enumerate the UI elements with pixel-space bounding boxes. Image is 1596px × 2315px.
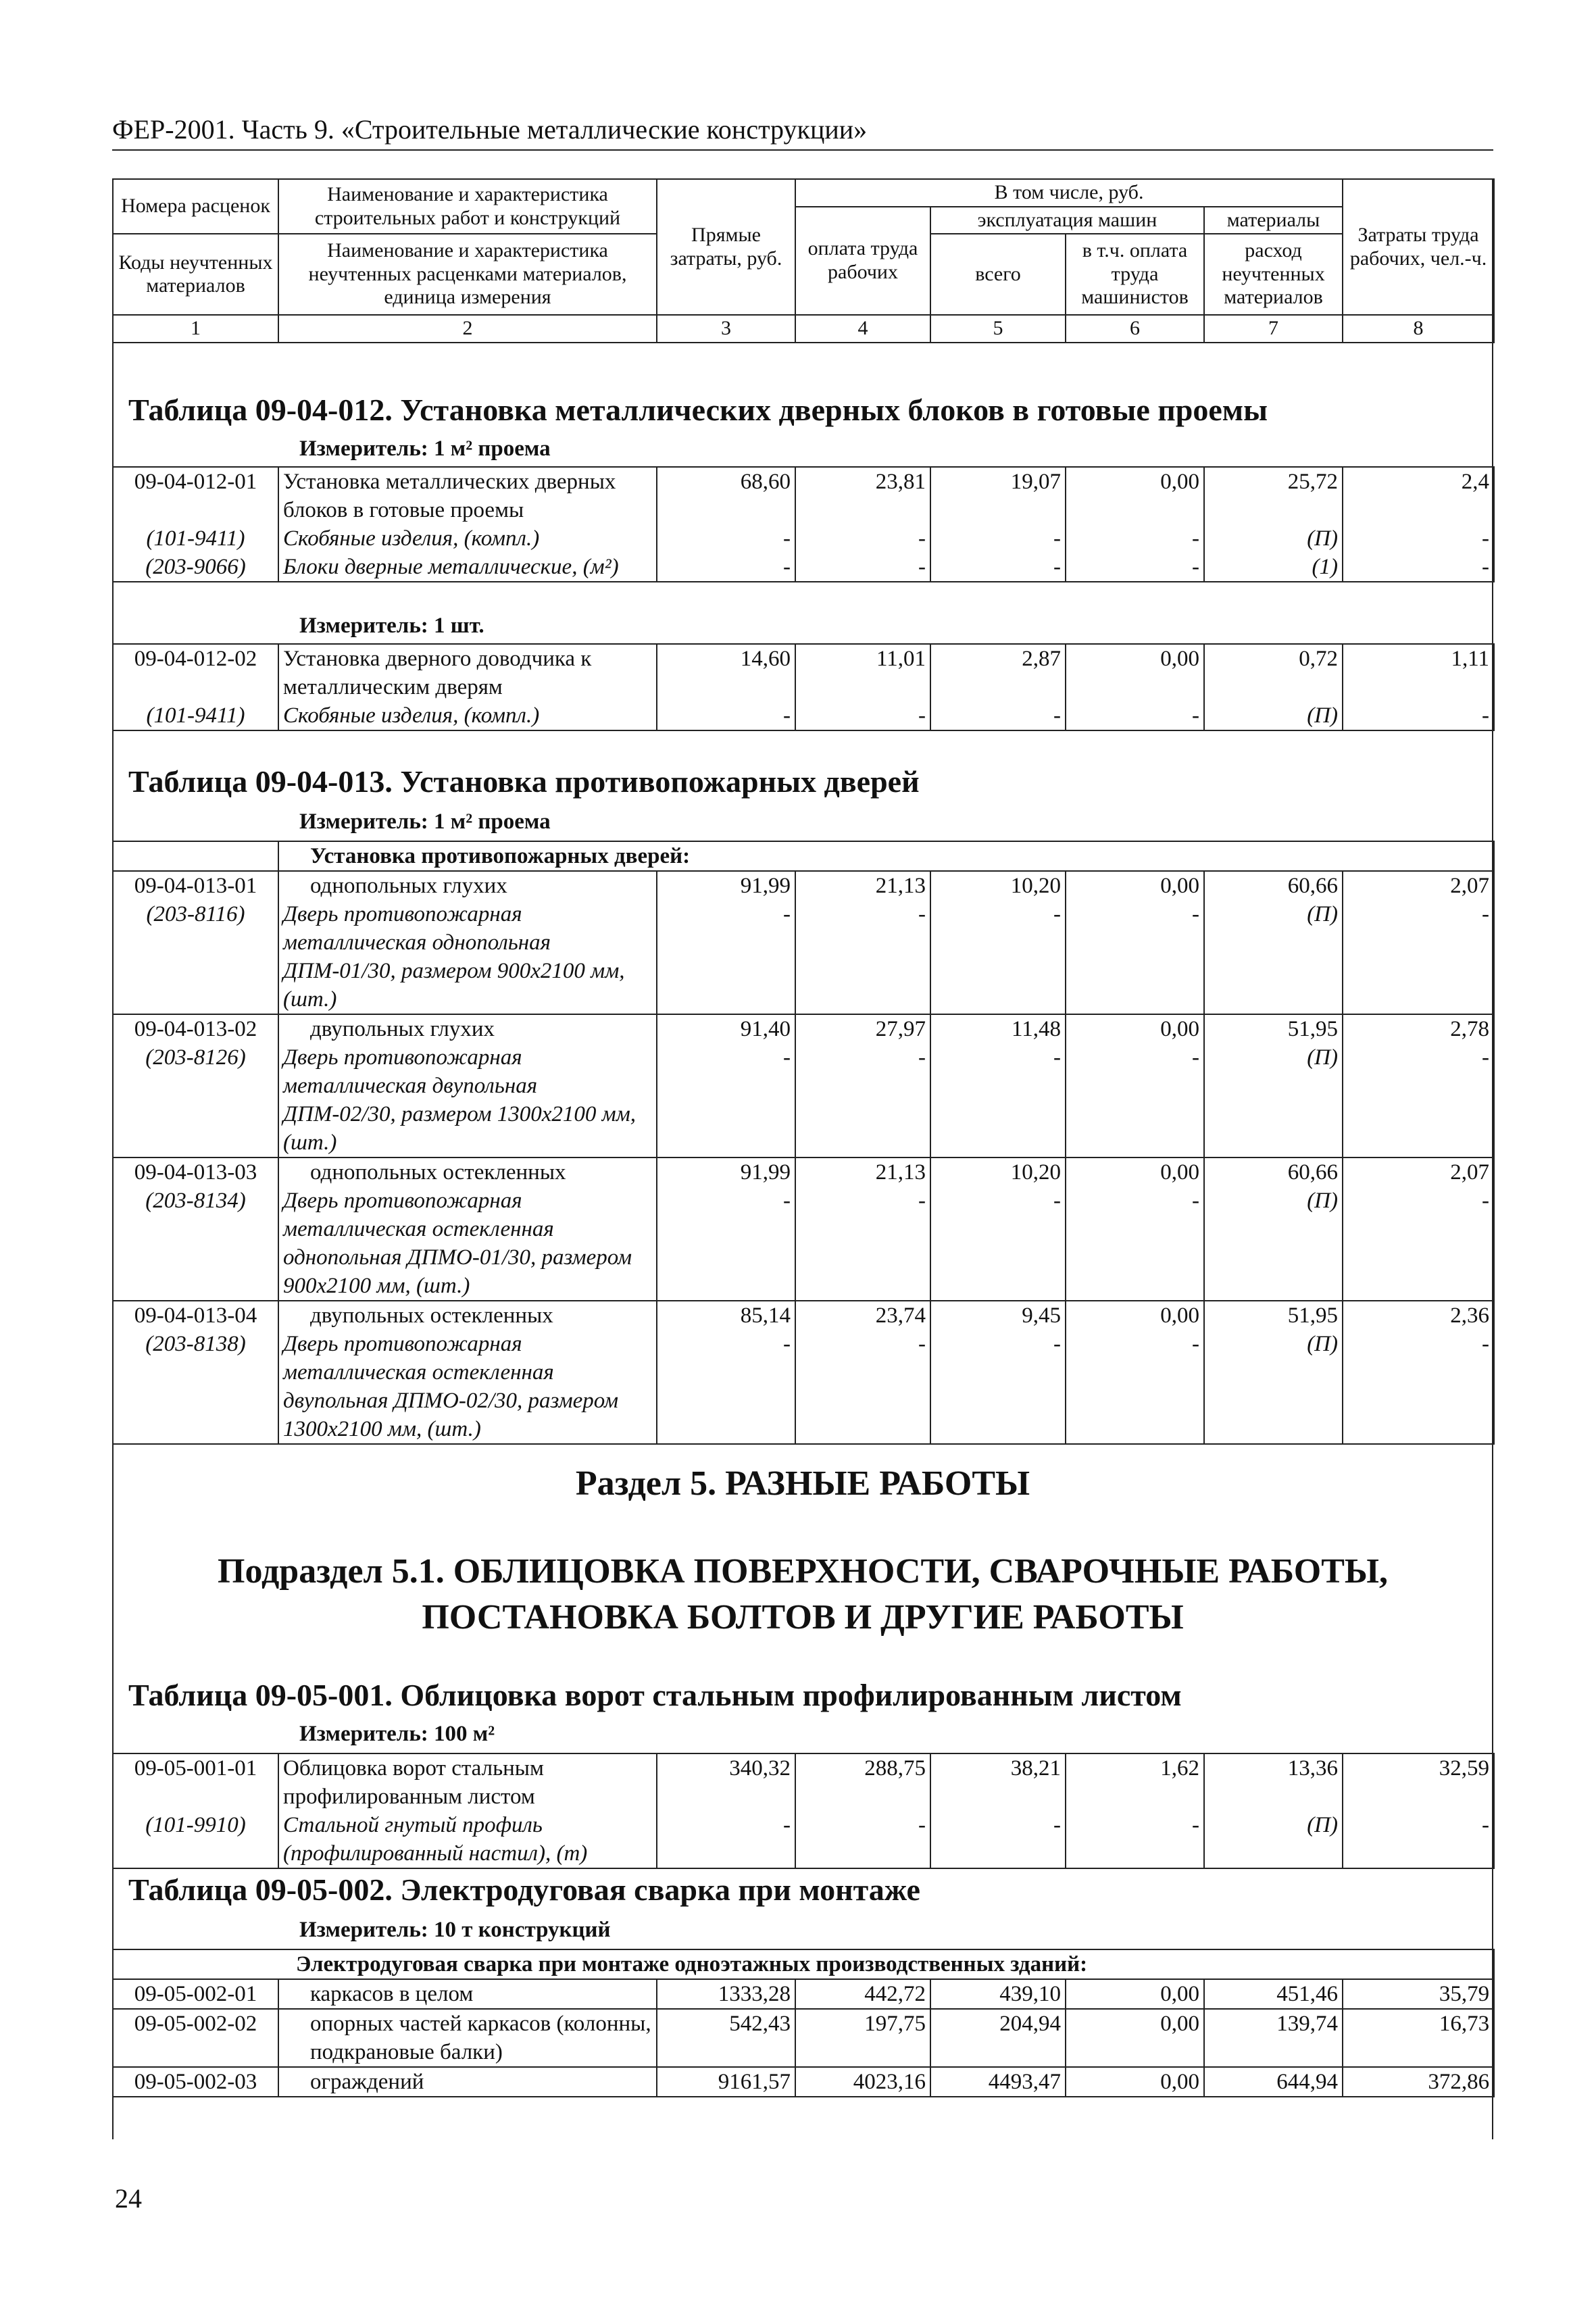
- col-num: 8: [1343, 315, 1494, 343]
- header-materials: материалы: [1204, 207, 1343, 234]
- table-title-09-04-013: Таблица 09-04-013. Установка противопожарных дверей: [128, 764, 920, 799]
- material-code: (203-8116): [113, 900, 278, 1014]
- value-cell: -: [930, 524, 1066, 553]
- col-num: 6: [1066, 315, 1204, 343]
- value-cell: 9,45: [930, 1301, 1066, 1330]
- rate-code: 09-04-012-02: [113, 644, 278, 701]
- value-cell: 9161,57: [657, 2067, 795, 2097]
- header-name-b: Наименование и характеристика неучтенных расценками материалов, единица измерения: [278, 234, 657, 315]
- rate-name: однопольных глухих: [278, 871, 657, 900]
- value-cell: 0,00: [1066, 644, 1204, 701]
- col-num: 2: [278, 315, 657, 343]
- value-cell: 204,94: [930, 2009, 1066, 2067]
- material-code: (203-8134): [113, 1187, 278, 1301]
- value-cell: -: [657, 524, 795, 553]
- material-code: (101-9411): [113, 524, 278, 553]
- measure-unit: Измеритель: 100 м²: [299, 1722, 495, 1746]
- value-cell: 340,32: [657, 1753, 795, 1811]
- value-cell: 139,74: [1204, 2009, 1343, 2067]
- rate-code: 09-05-001-01: [113, 1753, 278, 1811]
- value-cell: 451,46: [1204, 1979, 1343, 2009]
- value-cell: -: [1343, 1330, 1494, 1444]
- col-num: 5: [930, 315, 1066, 343]
- value-cell: 2,07: [1343, 1158, 1494, 1187]
- value-cell: -: [930, 900, 1066, 1014]
- material-code: (101-9411): [113, 701, 278, 730]
- value-cell: -: [1343, 1043, 1494, 1158]
- value-cell: -: [1066, 701, 1204, 730]
- value-cell: 0,00: [1066, 1301, 1204, 1330]
- value-cell: -: [1343, 701, 1494, 730]
- value-cell: 11,48: [930, 1014, 1066, 1043]
- value-cell: 32,59: [1343, 1753, 1494, 1811]
- value-cell: 0,00: [1066, 1014, 1204, 1043]
- value-cell: -: [657, 701, 795, 730]
- value-cell: -: [930, 1330, 1066, 1444]
- col-num: 4: [795, 315, 930, 343]
- value-cell: 19,07: [930, 467, 1066, 524]
- value-cell: 1,11: [1343, 644, 1494, 701]
- header-wages: оплата труда рабочих: [795, 207, 930, 316]
- rate-code: 09-04-013-04: [113, 1301, 278, 1330]
- rate-name: Установка металлических дверных блоков в готовые проемы: [278, 467, 657, 524]
- rate-code: 09-04-013-02: [113, 1014, 278, 1043]
- value-cell: (П): [1204, 1330, 1343, 1444]
- rate-name: ограждений: [278, 2067, 657, 2097]
- table-title-09-05-001: Таблица 09-05-001. Облицовка ворот стальным профилированным листом: [128, 1678, 1182, 1712]
- value-cell: -: [930, 553, 1066, 582]
- group-subheading: Электродуговая сварка при монтаже одноэтажных производственных зданий:: [113, 1949, 1494, 1979]
- value-cell: 2,07: [1343, 871, 1494, 900]
- value-cell: -: [657, 553, 795, 582]
- header-machinists-wages: в т.ч. оплата труда машинистов: [1066, 234, 1204, 315]
- value-cell: 60,66: [1204, 1158, 1343, 1187]
- material-name: Дверь противопожарная металлическая остекленная двупольная ДПМО-02/30, размером 1300х2100 мм, (шт.): [278, 1330, 657, 1444]
- value-cell: 1333,28: [657, 1979, 795, 2009]
- value-cell: -: [930, 701, 1066, 730]
- value-cell: (1): [1204, 553, 1343, 582]
- material-name: Скобяные изделия, (компл.): [278, 524, 657, 553]
- value-cell: -: [1066, 900, 1204, 1014]
- value-cell: -: [1066, 524, 1204, 553]
- header-direct-costs: Прямые затраты, руб.: [657, 179, 795, 315]
- header-codes-a: Номера расценок: [113, 179, 278, 234]
- header-name-a: Наименование и характеристика строительных работ и конструкций: [278, 179, 657, 234]
- value-cell: 51,95: [1204, 1014, 1343, 1043]
- value-cell: -: [657, 1043, 795, 1158]
- rate-name: Облицовка ворот стальным профилированным листом: [278, 1753, 657, 1811]
- col-num: 7: [1204, 315, 1343, 343]
- material-name: Скобяные изделия, (компл.): [278, 701, 657, 730]
- value-cell: 2,87: [930, 644, 1066, 701]
- material-name: Блоки дверные металлические, (м²): [278, 553, 657, 582]
- value-cell: 10,20: [930, 1158, 1066, 1187]
- rate-name: каркасов в целом: [278, 1979, 657, 2009]
- value-cell: 197,75: [795, 2009, 930, 2067]
- material-code: (101-9910): [113, 1811, 278, 1868]
- table-title-09-05-002: Таблица 09-05-002. Электродуговая сварка при монтаже: [128, 1872, 920, 1907]
- value-cell: -: [657, 1811, 795, 1868]
- rate-code: 09-05-002-03: [113, 2067, 278, 2097]
- value-cell: (П): [1204, 1187, 1343, 1301]
- rate-code: 09-05-002-01: [113, 1979, 278, 2009]
- value-cell: -: [1343, 900, 1494, 1014]
- header-machines-total: всего: [930, 234, 1066, 315]
- value-cell: -: [1066, 1330, 1204, 1444]
- value-cell: -: [1066, 1043, 1204, 1158]
- value-cell: 27,97: [795, 1014, 930, 1043]
- value-cell: 0,00: [1066, 871, 1204, 900]
- value-cell: -: [795, 1330, 930, 1444]
- value-cell: 439,10: [930, 1979, 1066, 2009]
- material-code: (203-8138): [113, 1330, 278, 1444]
- measure-unit: Измеритель: 10 т конструкций: [299, 1918, 611, 1942]
- value-cell: (П): [1204, 524, 1343, 553]
- header-machines: эксплуатация машин: [930, 207, 1204, 234]
- value-cell: -: [1343, 553, 1494, 582]
- rate-table-09-04-012-02: [112, 643, 1495, 731]
- value-cell: 21,13: [795, 1158, 930, 1187]
- rate-name: двупольных глухих: [278, 1014, 657, 1043]
- material-name: Дверь противопожарная металлическая двупольная ДПМ-02/30, размером 1300х2100 мм, (шт.): [278, 1043, 657, 1158]
- value-cell: -: [1066, 1811, 1204, 1868]
- column-header-table: [112, 178, 1495, 343]
- value-cell: -: [657, 1187, 795, 1301]
- measure-unit: Измеритель: 1 м² проема: [299, 810, 551, 834]
- rate-code: 09-04-012-01: [113, 467, 278, 524]
- group-subheading: Установка противопожарных дверей:: [278, 841, 1494, 871]
- value-cell: -: [1066, 553, 1204, 582]
- value-cell: -: [795, 1811, 930, 1868]
- value-cell: 35,79: [1343, 1979, 1494, 2009]
- value-cell: 21,13: [795, 871, 930, 900]
- value-cell: 4493,47: [930, 2067, 1066, 2097]
- value-cell: 68,60: [657, 467, 795, 524]
- value-cell: 0,00: [1066, 1979, 1204, 2009]
- spacer: [113, 841, 278, 871]
- measure-unit: Измеритель: 1 м² проема: [299, 437, 551, 461]
- running-header: ФЕР-2001. Часть 9. «Строительные металлические конструкции»: [112, 114, 1493, 151]
- material-name: Дверь противопожарная металлическая однопольная ДПМ-01/30, размером 900х2100 мм, (шт.): [278, 900, 657, 1014]
- value-cell: 0,00: [1066, 1158, 1204, 1187]
- value-cell: -: [1066, 1187, 1204, 1301]
- subsection-title: Подраздел 5.1. ОБЛИЦОВКА ПОВЕРХНОСТИ, СВАРОЧНЫЕ РАБОТЫ, ПОСТАНОВКА БОЛТОВ И ДРУГИЕ РАБОТЫ: [218, 1552, 1388, 1637]
- value-cell: 25,72: [1204, 467, 1343, 524]
- value-cell: (П): [1204, 900, 1343, 1014]
- value-cell: 1,62: [1066, 1753, 1204, 1811]
- rate-table-09-04-013: [112, 841, 1495, 1445]
- value-cell: -: [657, 900, 795, 1014]
- value-cell: -: [795, 1043, 930, 1158]
- value-cell: 10,20: [930, 871, 1066, 900]
- material-name: Дверь противопожарная металлическая остекленная однопольная ДПМО-01/30, размером 900х2100 мм, (шт.): [278, 1187, 657, 1301]
- value-cell: 4023,16: [795, 2067, 930, 2097]
- value-cell: -: [795, 524, 930, 553]
- header-labor: Затраты труда рабочих, чел.-ч.: [1343, 179, 1494, 315]
- value-cell: -: [1343, 1187, 1494, 1301]
- value-cell: 0,72: [1204, 644, 1343, 701]
- measure-unit: Измеритель: 1 шт.: [299, 614, 484, 638]
- page-number: 24: [115, 2183, 142, 2214]
- value-cell: -: [795, 553, 930, 582]
- value-cell: -: [930, 1043, 1066, 1158]
- value-cell: 23,74: [795, 1301, 930, 1330]
- value-cell: 0,00: [1066, 2009, 1204, 2067]
- value-cell: 644,94: [1204, 2067, 1343, 2097]
- col-num: 3: [657, 315, 795, 343]
- value-cell: 542,43: [657, 2009, 795, 2067]
- rate-table-09-05-002: [112, 1949, 1495, 2097]
- rate-table-09-05-001: [112, 1753, 1495, 1869]
- value-cell: (П): [1204, 701, 1343, 730]
- value-cell: 0,00: [1066, 2067, 1204, 2097]
- value-cell: 91,99: [657, 871, 795, 900]
- value-cell: 13,36: [1204, 1753, 1343, 1811]
- material-code: (203-9066): [113, 553, 278, 582]
- material-code: (203-8126): [113, 1043, 278, 1158]
- value-cell: -: [1343, 524, 1494, 553]
- rate-table-09-04-012-01: [112, 466, 1495, 582]
- value-cell: 2,4: [1343, 467, 1494, 524]
- value-cell: 288,75: [795, 1753, 930, 1811]
- value-cell: -: [930, 1811, 1066, 1868]
- value-cell: 23,81: [795, 467, 930, 524]
- value-cell: (П): [1204, 1043, 1343, 1158]
- rate-code: 09-05-002-02: [113, 2009, 278, 2067]
- header-codes-b: Коды неучтенных материалов: [113, 234, 278, 315]
- material-name: Стальной гнутый профиль (профилированный настил), (т): [278, 1811, 657, 1868]
- value-cell: (П): [1204, 1811, 1343, 1868]
- value-cell: 2,36: [1343, 1301, 1494, 1330]
- value-cell: -: [795, 1187, 930, 1301]
- section-title: Раздел 5. РАЗНЫЕ РАБОТЫ: [575, 1464, 1030, 1503]
- value-cell: -: [1343, 1811, 1494, 1868]
- value-cell: 51,95: [1204, 1301, 1343, 1330]
- value-cell: 16,73: [1343, 2009, 1494, 2067]
- rate-name: двупольных остекленных: [278, 1301, 657, 1330]
- value-cell: 91,40: [657, 1014, 795, 1043]
- value-cell: 14,60: [657, 644, 795, 701]
- rate-code: 09-04-013-03: [113, 1158, 278, 1187]
- col-num: 1: [113, 315, 278, 343]
- value-cell: 2,78: [1343, 1014, 1494, 1043]
- value-cell: -: [657, 1330, 795, 1444]
- rate-name: однопольных остекленных: [278, 1158, 657, 1187]
- table-title-09-04-012: Таблица 09-04-012. Установка металлических дверных блоков в готовые проемы: [128, 393, 1268, 427]
- value-cell: 442,72: [795, 1979, 930, 2009]
- value-cell: -: [795, 701, 930, 730]
- value-cell: -: [795, 900, 930, 1014]
- header-group: В том числе, руб.: [795, 179, 1343, 207]
- value-cell: 85,14: [657, 1301, 795, 1330]
- value-cell: 60,66: [1204, 871, 1343, 900]
- value-cell: 0,00: [1066, 467, 1204, 524]
- value-cell: 11,01: [795, 644, 930, 701]
- value-cell: 91,99: [657, 1158, 795, 1187]
- rate-code: 09-04-013-01: [113, 871, 278, 900]
- header-unaccounted-materials: расход неучтенных материалов: [1204, 234, 1343, 315]
- value-cell: 372,86: [1343, 2067, 1494, 2097]
- value-cell: 38,21: [930, 1753, 1066, 1811]
- value-cell: -: [930, 1187, 1066, 1301]
- rate-name: Установка дверного доводчика к металлическим дверям: [278, 644, 657, 701]
- rate-name: опорных частей каркасов (колонны, подкрановые балки): [278, 2009, 657, 2067]
